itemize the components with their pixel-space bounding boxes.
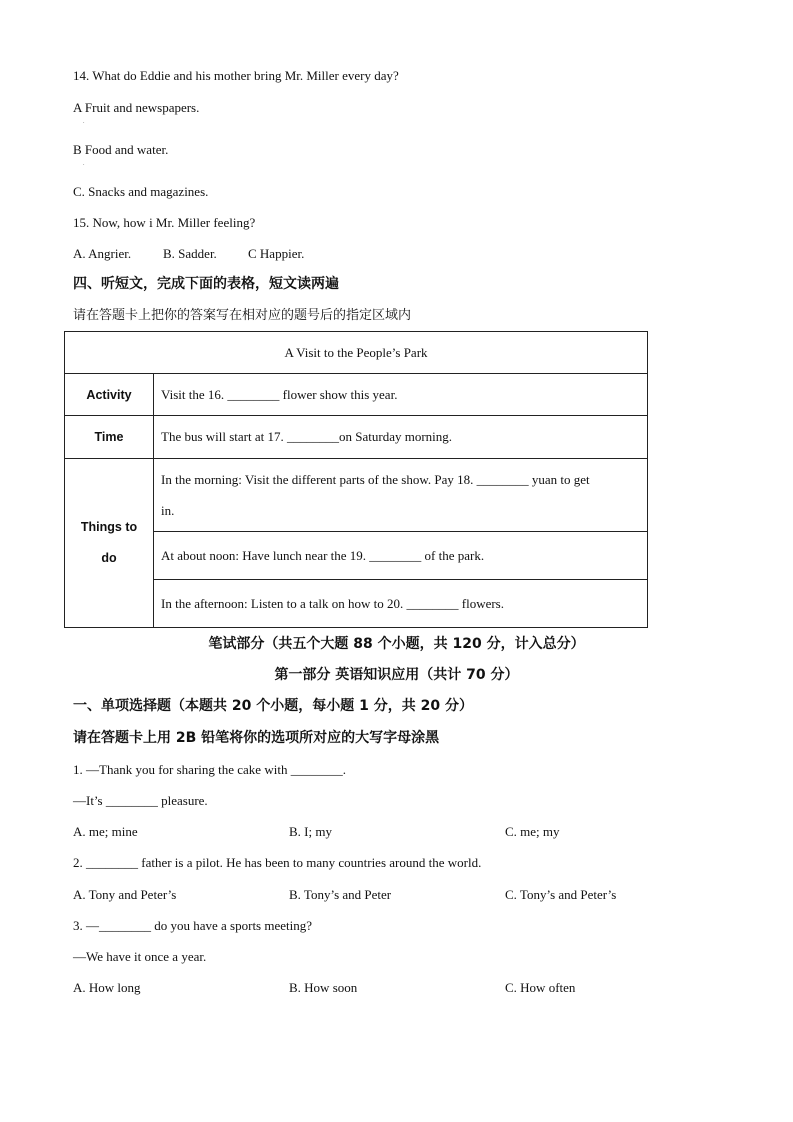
- mc-question-1-line1: 1. —Thank you for sharing the cake with ________.: [73, 762, 346, 777]
- time-label: Time: [65, 416, 154, 459]
- things-to-do-label: [65, 459, 154, 628]
- mc-question-3-line1: 3. —________ do you have a sports meeting?: [73, 918, 313, 933]
- things-label-line1: Things to: [80, 520, 138, 534]
- mc-question-3-line2: —We have it once a year.: [73, 949, 207, 964]
- question-14-option-c: C. Snacks and magazines.: [73, 184, 209, 199]
- activity-text: Visit the 16. ________ flower show this year.: [154, 374, 648, 416]
- section-4-instruction: 请在答题卡上把你的答案写在相对应的题号后的指定区域内: [73, 308, 412, 323]
- mc-question-1-line2: —It’s ________ pleasure.: [73, 793, 208, 808]
- time-text: The bus will start at 17. ________on Saturday morning.: [154, 416, 648, 459]
- section-1-instruction: 请在答题卡上用 2B 铅笔将你的选项所对应的大写字母涂黑: [73, 730, 440, 746]
- section-4-heading: 四、听短文，完成下面的表格，短文读两遍: [73, 276, 339, 292]
- question-15-stem: 15. Now, how i Mr. Miller feeling?: [73, 215, 256, 230]
- mc-question-2-option-a: A. Tony and Peter’s: [73, 887, 177, 902]
- noon-text: At about noon: Have lunch near the 19. ________ of the park.: [154, 532, 648, 580]
- morning-line1: In the morning: Visit the different parts of the show. Pay 18. ________ yuan to get: [161, 472, 590, 487]
- mc-question-2-option-c: C. Tony’s and Peter’s: [505, 887, 617, 902]
- section-1-heading: 一、单项选择题（本题共 20 个小题，每小题 1 分，共 20 分）: [73, 698, 473, 714]
- dot-mark: .: [83, 119, 85, 125]
- mc-question-2-line1: 2. ________ father is a pilot. He has been to many countries around the world.: [73, 855, 482, 870]
- question-15-option-a: A. Angrier.: [73, 246, 132, 261]
- mc-question-3-option-b: B. How soon: [289, 980, 358, 995]
- part-1-title: 第一部分 英语知识应用（共计 70 分）: [274, 667, 519, 683]
- morning-text: [154, 459, 648, 532]
- mc-question-1-option-a: A. me; mine: [73, 824, 138, 839]
- question-15-option-b: B. Sadder.: [163, 246, 217, 261]
- question-14-stem: 14. What do Eddie and his mother bring Mr. Miller every day?: [73, 68, 399, 83]
- mc-question-2-option-b: B. Tony’s and Peter: [289, 887, 392, 902]
- things-label-line2: do: [101, 551, 117, 565]
- visit-table: [64, 331, 648, 628]
- afternoon-text: In the afternoon: Listen to a talk on how to 20. ________ flowers.: [154, 580, 648, 628]
- activity-label: Activity: [65, 374, 154, 416]
- mc-question-1-option-b: B. I; my: [289, 824, 332, 839]
- written-part-title: 笔试部分（共五个大题 88 个小题，共 120 分，计入总分）: [208, 636, 585, 652]
- table-title: A Visit to the People’s Park: [65, 332, 648, 374]
- dot-mark: .: [83, 161, 85, 167]
- question-15-option-c: C Happier.: [248, 246, 305, 261]
- morning-line2: in.: [161, 503, 175, 518]
- mc-question-1-option-c: C. me; my: [505, 824, 560, 839]
- mc-question-3-option-a: A. How long: [73, 980, 141, 995]
- mc-question-3-option-c: C. How often: [505, 980, 576, 995]
- question-14-option-a: A Fruit and newspapers.: [73, 100, 200, 115]
- question-14-option-b: B Food and water.: [73, 142, 169, 157]
